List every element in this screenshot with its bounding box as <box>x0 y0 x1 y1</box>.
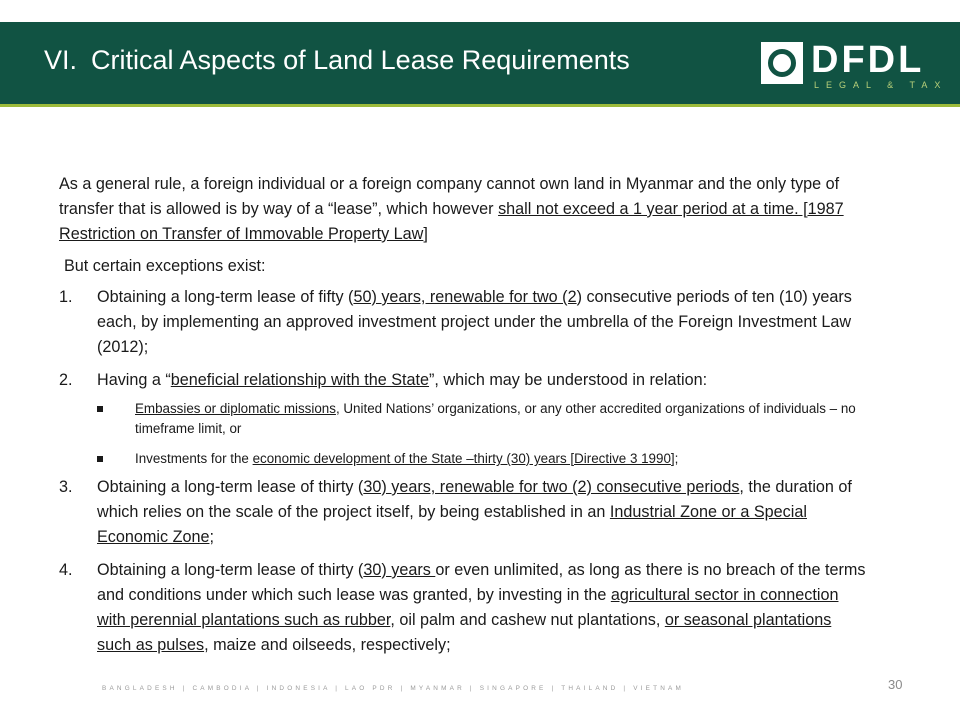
sub-item-investments: Investments for the economic development of the State –thirty (30) years [Directive 3 1990]; <box>97 449 869 469</box>
list-item-3: 3. Obtaining a long-term lease of thirty (30) years, renewable for two (2) consecutive periods, the duration of which relies on the scale of the project itself, by being established in an Industrial Zone or a Special Economic Zone; <box>59 475 869 550</box>
square-bullet-icon <box>97 406 103 412</box>
list-number: 3. <box>59 478 73 496</box>
list-number: 4. <box>59 561 73 579</box>
list-item-2: 2. Having a “beneficial relationship with the State”, which may be understood in relation: <box>59 368 869 393</box>
list-number: 2. <box>59 371 73 389</box>
list-item-4: 4. Obtaining a long-term lease of thirty (30) years or even unlimited, as long as there is no breach of the terms and conditions under which such lease was granted, by investing in the agricultural sector in connection with perennial plantations such as rubber, oil palm and cashew nut plantations, or seasonal plantations such as pulses, maize and oilseeds, respectively; <box>59 558 869 658</box>
sub-item-embassies: Embassies or diplomatic missions, United Nations’ organizations, or any other accredited organizations of individuals – no timeframe limit, or <box>97 399 869 439</box>
list-item-1: 1. Obtaining a long-term lease of fifty (50) years, renewable for two (2) consecutive periods of ten (10) years each, by implementing an approved investment project under the umbrella of the Foreign Investment Law (2012); <box>59 285 869 360</box>
footer-countries: BANGLADESH | CAMBODIA | INDONESIA | LAO PDR | MYANMAR | SINGAPORE | THAILAND | VIETNAM <box>102 685 685 692</box>
title-text: Critical Aspects of Land Lease Requirements <box>91 45 630 75</box>
dfdl-logo <box>761 39 948 94</box>
intro-paragraph: As a general rule, a foreign individual or a foreign company cannot own land in Myanmar and the only type of transfer that is allowed is by way of a “lease”, which however shall not exceed a 1 year period at a time. [1987 Restriction on Transfer of Immovable Property Law] <box>59 175 844 243</box>
logo-mark-icon <box>761 42 803 84</box>
exceptions-heading: But certain exceptions exist: <box>64 257 266 275</box>
square-bullet-icon <box>97 456 103 462</box>
logo-wordmark: DFDL <box>811 39 925 81</box>
page-number: 30 <box>888 677 903 692</box>
slide-body <box>59 172 869 666</box>
section-number: VI. <box>44 45 78 75</box>
logo-subtitle: LEGAL & TAX <box>814 80 948 90</box>
list-number: 1. <box>59 288 73 306</box>
header-accent-rule <box>0 104 960 107</box>
slide-title <box>44 45 630 76</box>
